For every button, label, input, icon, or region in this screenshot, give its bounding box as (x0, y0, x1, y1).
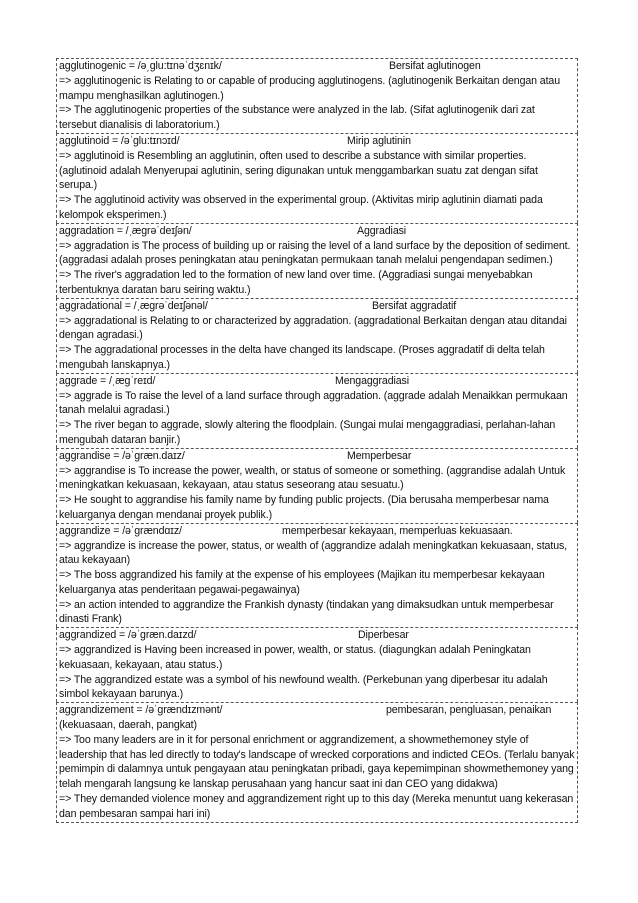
entry-aggradational (56, 298, 578, 373)
entry-header (59, 224, 575, 239)
definition-line: => aggradational is Relating to or characterized by aggradation. (aggradational Berkaitan dengan atau ditandai dengan agradasi.) (59, 314, 567, 342)
entry-term: aggradational = /ˌæɡrəˈdeɪʃənəl/ (59, 299, 208, 312)
definition-line: => aggradation is The process of building up or raising the level of a land surface by the deposition of sediment. (aggradasi adalah proses peningkatan atau peningkatan permukaan tanah melalui pengendapan sedimen.) (59, 239, 571, 267)
definition-line: => aggrandise is To increase the power, wealth, or status of someone or something. (aggrandise adalah Untuk meningkatkan kekuasaan, kekayaan, atau status seseorang atau sesuatu.) (59, 464, 566, 492)
definition-line: => agglutinoid is Resembling an agglutinin, often used to describe a substance with similar properties. (aglutinoid adalah Menyerupai aglutinin, sering digunakan untuk menggambarkan suatu zat dengan sifat serupa.) (59, 149, 538, 192)
example-line: => an action intended to aggrandize the Frankish dynasty (tindakan yang dimaksudkan untuk memperbesar dinasti Frank) (59, 598, 554, 626)
entry-translation: memperbesar kekayaan, memperluas kekuasaan. (282, 524, 513, 537)
entry-translation: Bersifat aggradatif (372, 299, 457, 312)
entry-term: aggradation = /ˌæɡrəˈdeɪʃən/ (59, 224, 192, 237)
entry-agglutinoid (56, 133, 578, 223)
example-line: => The boss aggrandized his family at the expense of his employees (Majikan itu memperbesar kekayaan keluarganya atas penderitaan pegawai-pegawainya) (59, 569, 545, 596)
entry-header (59, 134, 575, 149)
entry-translation: pembesaran, pengluasan, penaikan (kekuasaan, daerah, pangkat) (59, 704, 552, 732)
entry-aggrandized (56, 627, 578, 702)
definition-line: => agglutinogenic is Relating to or capable of producing agglutinogens. (aglutinogenik Berkaitan dengan atau mampu menghasilkan aglutinogen.) (59, 74, 561, 102)
example-line: => The river began to aggrade, slowly altering the floodplain. (Sungai mulai mengaggradiasi, perlahan-lahan mengubah dataran banjir.) (59, 419, 556, 446)
entry-header (59, 628, 575, 643)
entry-translation: Memperbesar (347, 449, 412, 462)
entry-aggrade (56, 373, 578, 448)
entry-header (59, 703, 575, 733)
entry-term: aggrandized = /əˈɡræn.daɪzd/ (59, 629, 197, 642)
example-line: => The aggrandized estate was a symbol of his newfound wealth. (Perkebunan yang diperbesar itu adalah simbol kekayaan barunya.) (59, 673, 548, 701)
entry-translation: Aggradiasi (357, 224, 407, 237)
example-line: => The agglutinogenic properties of the substance were analyzed in the lab. (Sifat aglutinogenik dari zat tersebut dianalisis di laboratorium.) (59, 104, 535, 132)
entry-term: agglutinoid = /əˈɡlu:tɪnɔɪd/ (59, 134, 180, 147)
entry-translation: Mirip aglutinin (347, 134, 411, 147)
example-line: => The agglutinoid activity was observed in the experimental group. (Aktivitas mirip aglutinin diamati pada kelompok eksperimen.) (59, 194, 543, 221)
entry-header (59, 449, 575, 464)
entry-term: aggrandize = /əˈɡrændɑɪz/ (59, 524, 182, 537)
vocabulary-list (56, 58, 578, 823)
entry-aggrandise (56, 448, 578, 523)
entry-term: aggrandise = /əˈɡræn.daɪz/ (59, 449, 185, 462)
entry-translation: Bersifat aglutinogen (389, 60, 481, 72)
entry-translation: Mengaggradiasi (335, 374, 409, 387)
entry-agglutinogenic (56, 58, 578, 133)
entry-aggrandize (56, 523, 578, 628)
definition-line: => aggrade is To raise the level of a land surface through aggradation. (aggrade adalah Menaikkan permukaan tanah melalui agradasi.) (59, 389, 568, 417)
entry-aggrandizement (56, 702, 578, 822)
example-line: => Too many leaders are in it for personal enrichment or aggrandizement, a showmethemoney style of leadership that has led directly to today's landscape of wrecked corporations and indicted CEOs. (Terlalu banyak pemimpin di dalamnya untuk pengayaan atau peningkatan pribadi, gaya kepemimpinan showmethemoney yang telah mengarah langsung ke lanskap perusahaan yang hancur saat ini dan CEO yang didakwa) (59, 733, 575, 791)
example-line: => The aggradational processes in the delta have changed its landscape. (Proses aggradatif di delta telah mengubah lanskapnya.) (59, 344, 545, 371)
entry-header (59, 59, 575, 74)
entry-translation: Diperbesar (358, 629, 409, 642)
entry-header (59, 524, 575, 539)
entry-header (59, 299, 575, 314)
definition-line: => aggrandized is Having been increased in power, wealth, or status. (diagungkan adalah Peningkatan kekuasaan, kekayaan, atau status.) (59, 644, 531, 671)
entry-header (59, 374, 575, 389)
entry-term: agglutinogenic = /ə͵ɡlu:tɪnəˈdʒɛnɪk/ (59, 60, 222, 72)
example-line: => He sought to aggrandise his family name by funding public projects. (Dia berusaha memperbesar nama keluarganya dengan mendanai proyek publik.) (59, 494, 549, 521)
entry-aggradation (56, 223, 578, 298)
entry-term: aggrandizement = /əˈɡrændɪzmənt/ (59, 704, 223, 717)
entry-term: aggrade = /ˌæɡˈreɪd/ (59, 374, 156, 387)
definition-line: => aggrandize is increase the power, status, or wealth of (aggrandize adalah meningkatkan kekuasaan, status, atau kekayaan) (59, 539, 568, 567)
example-line: => They demanded violence money and aggrandizement right up to this day (Mereka menuntut uang kekerasan dan pembesaran sampai hari ini) (59, 793, 574, 820)
example-line: => The river's aggradation led to the formation of new land over time. (Aggradiasi sungai menyebabkan terbentuknya daratan baru seiring waktu.) (59, 269, 533, 296)
